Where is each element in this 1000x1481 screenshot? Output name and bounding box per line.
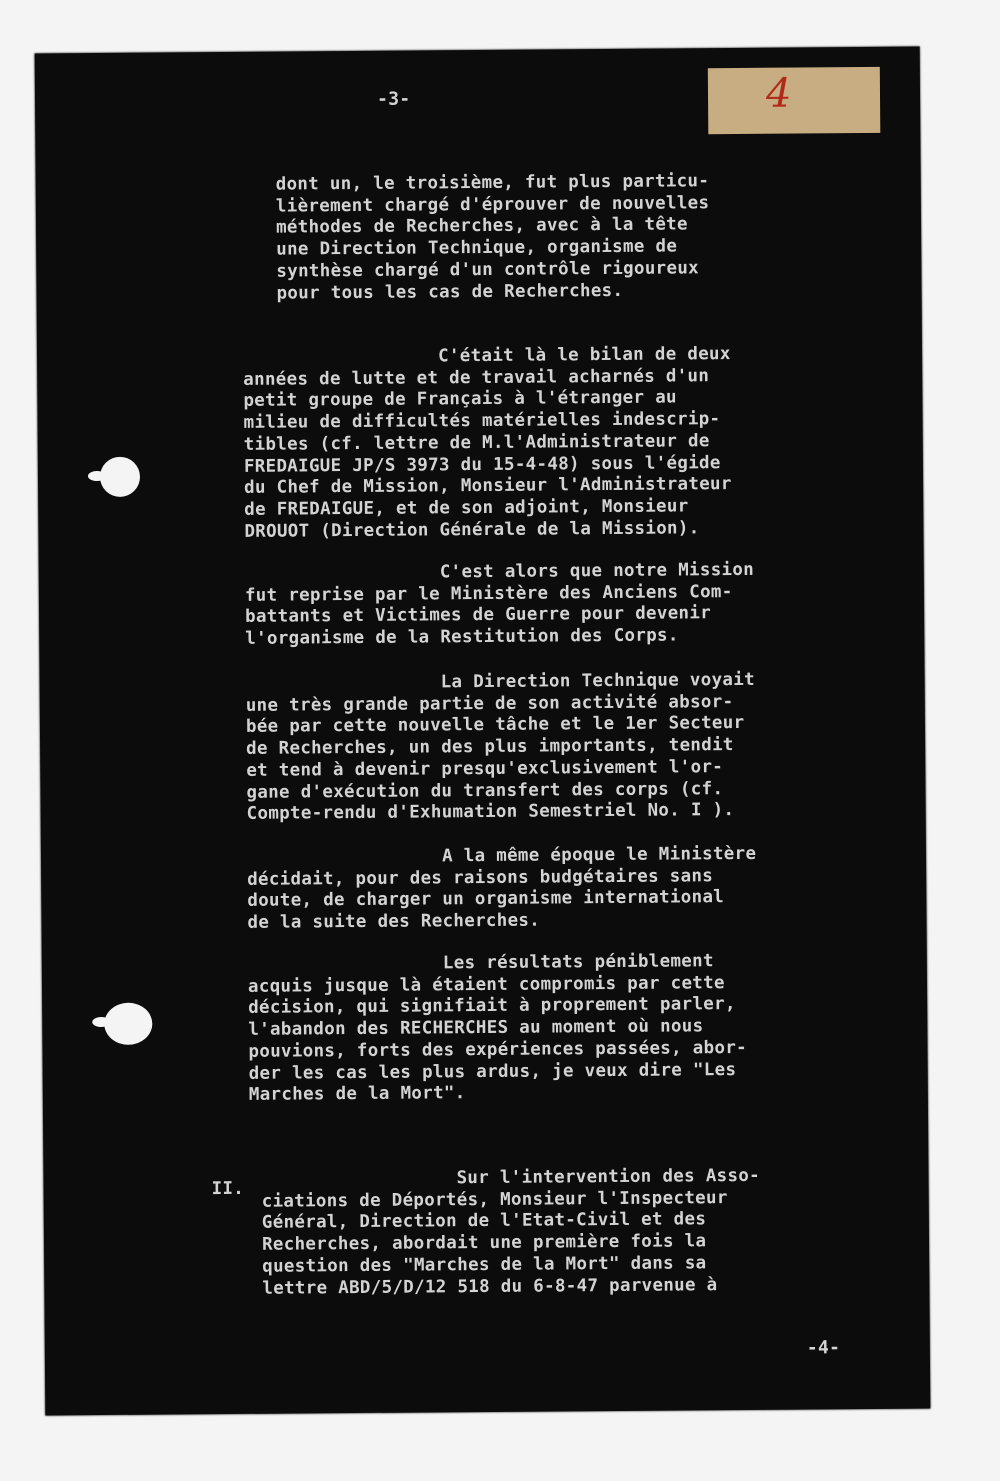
archive-number: 4 <box>765 70 792 117</box>
paragraph: Les résultats péniblement acquis jusque là étaient compromis par cette décision, qui signifiait à proprement parler, l'abandon des RECHERCHES au moment où nous pouvions, forts des expériences passées, abor- der les cas les plus ardus, je veux dire "Les Marches de la Mort". <box>247 951 748 1106</box>
document-page <box>35 47 931 1416</box>
paragraph: Sur l'intervention des Asso- ciations de Déportés, Monsieur l'Inspecteur Général, Direction de l'Etat-Civil et des Recherches, abordait une première fois la question des "Marches de la Mort" dans sa lettre ABD/5/D/12 518 du 6-8-47 parvenue à <box>261 1165 761 1299</box>
section-number: II. <box>211 1178 245 1200</box>
paragraph: C'était là le bilan de deux années de lutte et de travail acharnés d'un petit groupe de Français à l'étranger au milieu de difficultés matérielles indescrip- tibles (cf. lettre de M.l'Administrateur de FREDAIGUE JP/S 3973 du 15-4-48) sous l'égide du Chef de Mission, Monsieur l'Administrateur de FREDAIGUE, et de son adjoint, Monsieur DROUOT (Direction Générale de la Mission). <box>242 344 732 542</box>
archive-label <box>708 67 881 134</box>
punch-hole <box>100 457 140 497</box>
paragraph: La Direction Technique voyait une très grande partie de son activité absor- bée par cette nouvelle tâche et le 1er Secteur de Recherches, un des plus importants, tendit et tend à devenir presqu'exclusivement l'or- gane d'exécution du transfert des corps (cf. Compte-rendu d'Exhumation Semestriel No. I ). <box>245 669 755 825</box>
paragraph: C'est alors que notre Mission fut reprise par le Ministère des Anciens Com- battants et Victimes de Guerre pour devenir l'organisme de la Restitution des Corps. <box>244 559 755 649</box>
paragraph: dont un, le troisième, fut plus particu- lièrement chargé d'éprouver de nouvelles méthodes de Recherches, avec à la tête une Direction Technique, organisme de synthèse chargé d'un contrôle rigoureux pour tous les cas de Recherches. <box>275 171 710 304</box>
paragraph: A la même époque le Ministère décidait, pour des raisons budgétaires sans doute, de charger un organisme international de la suite des Recherches. <box>246 843 757 933</box>
next-page-marker: -4- <box>806 1337 841 1359</box>
page-number: -3- <box>376 88 411 110</box>
punch-hole <box>104 1003 152 1045</box>
